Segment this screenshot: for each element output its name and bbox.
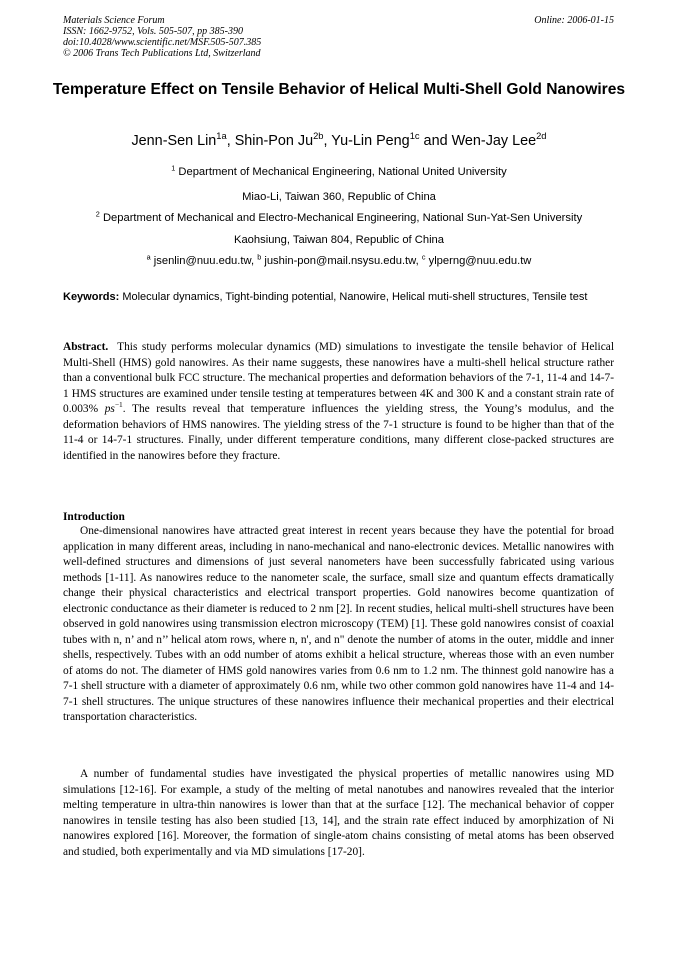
author-name: Shin-Pon Ju: [234, 133, 314, 149]
abstract-text: . The results reveal that temperature influences the yielding stress, the Young’s modulus, and the deformation behaviors of HMS nanowires. The yielding stress of the 7-1 structure is found to be higher than that of the 11-4 or 14-7-1 structures. Finally, under different temperature conditions, many different close-packed structures are identified in the nanowires before they fracture.: [63, 403, 614, 462]
journal-header: [63, 15, 261, 59]
affiliation-1: [20, 165, 658, 179]
affiliation-1-address: Miao-Li, Taiwan 360, Republic of China: [242, 191, 436, 203]
author-separator: and: [419, 133, 452, 149]
email-marker: c: [421, 252, 426, 262]
online-date: Online: 2006-01-15: [534, 15, 614, 26]
abstract: [63, 340, 614, 464]
body-paragraph: One-dimensional nanowires have attracted great interest in recent years because they have the potential for broad application in many different areas, including in nano-mechanical and nano-electronic devices. Metallic nanowires with well-defined structures and dimensions of just several nanometers have been successfully fabricated using various methods [1-11]. As nanowires reduce to the nanometer scale, the surface, small size and quantum effects dramatically change their physical characteristics and electrical transport properties. Gold nanowires become quantization of electronic conductance as their diameter is reduced to 2 nm [2]. In recent studies, helical multi-shell structures have been observed in gold nanowires using transmission electron microscopy (TEM) [1]. These gold nanowires consist of coaxial tubes with n, n’ and n’’ helical atom rows, where n, n', and n" denote the number of atoms in the outer, middle and inner shells, respectively. Tubes with an odd number of atoms exhibit a helical structure, whereas those with an even number of atoms do not. The diameter of HMS gold nanowires varies from 0.6 nm to 1.2 nm. The thinnest gold nanowire has a 7-1 shell structure with a diameter of approximately 0.6 nm, while two other common gold nanowires have 11-4 and 14-7-1 shell structures. The unique structures of these nanowires influence their mechanical properties and their electrical transportation characteristics.: [63, 525, 614, 723]
email-address: jsenlin@nuu.edu.tw,: [153, 255, 255, 267]
email-line: [20, 254, 658, 268]
author-separator: ,: [226, 133, 235, 149]
copyright-line: © 2006 Trans Tech Publications Ltd, Switzerland: [63, 48, 261, 59]
body-paragraph: A number of fundamental studies have investigated the physical properties of metallic nanowires using MD simulations [12-16]. For example, a study of the melting of metal nanotubes and nanowires revealed that the interior melting temperature in ultra-thin nanowires is lower than that at the surface [12]. The mechanical behavior of copper nanowires in tensile testing has also been studied [13, 14], and the strain rate effect induced by amorphization of Ni nanowires explored [16]. Moreover, the formation of single-atom chains consisting of metal atoms has been observed and studied, both experimentally and via MD simulations [17-20].: [63, 768, 614, 858]
keywords: [63, 290, 614, 304]
author-list: [20, 132, 658, 150]
email-marker: b: [257, 252, 262, 262]
paper-title: Temperature Effect on Tensile Behavior of Helical Multi-Shell Gold Nanowires: [52, 81, 626, 98]
affiliation-2-address: Kaohsiung, Taiwan 804, Republic of China: [233, 234, 444, 246]
keywords-text: Molecular dynamics, Tight-binding potential, Nanowire, Helical muti-shell structures, Tensile test: [122, 291, 588, 303]
author-name: Yu-Lin Peng: [331, 133, 410, 149]
issn-line: ISSN: 1662-9752, Vols. 505-507, pp 385-390: [63, 26, 243, 37]
author-affiliation-marker: 2d: [536, 131, 547, 142]
email-marker: a: [146, 252, 151, 262]
email-address: ylperng@nuu.edu.tw: [428, 255, 532, 267]
journal-name: Materials Science Forum: [63, 15, 165, 26]
abstract-text: This study performs molecular dynamics (MD) simulations to investigate the tensile behavior of Helical Multi-Shell (HMS) gold nanowires. As their name suggests, these nanowires have a multi-shell helical structure rather than a conventional bulk FCC structure. The mechanical properties and deformation behaviors of the 7-1, 11-4 and 14-7-1 HMS structures are examined under tensile testing at temperatures between 4K and 300 K and a constant strain rate of 0.003%: [63, 341, 614, 415]
affiliation-marker: 1: [171, 163, 176, 173]
affiliation-2: [20, 211, 658, 225]
section-heading: Introduction: [63, 511, 125, 523]
doi-line: doi:10.4028/www.scientific.net/MSF.505-507.385: [63, 37, 262, 48]
author-affiliation-marker: 2b: [313, 131, 324, 142]
email-address: jushin-pon@mail.nsysu.edu.tw,: [264, 255, 419, 267]
author-name: Jenn-Sen Lin: [131, 133, 217, 149]
author-name: Wen-Jay Lee: [451, 133, 537, 149]
affiliation-marker: 2: [95, 209, 100, 219]
unit-exponent: −1: [114, 400, 123, 410]
strain-rate-unit: ps: [104, 403, 115, 415]
author-affiliation-marker: 1a: [216, 131, 227, 142]
author-affiliation-marker: 1c: [409, 131, 420, 142]
keywords-label: Keywords:: [63, 291, 120, 303]
affiliation-text: Department of Mechanical Engineering, National United University: [178, 166, 507, 178]
affiliation-text: Department of Mechanical and Electro-Mechanical Engineering, National Sun-Yat-Sen University: [102, 212, 583, 224]
author-separator: ,: [323, 133, 332, 149]
abstract-label: Abstract.: [63, 341, 109, 353]
